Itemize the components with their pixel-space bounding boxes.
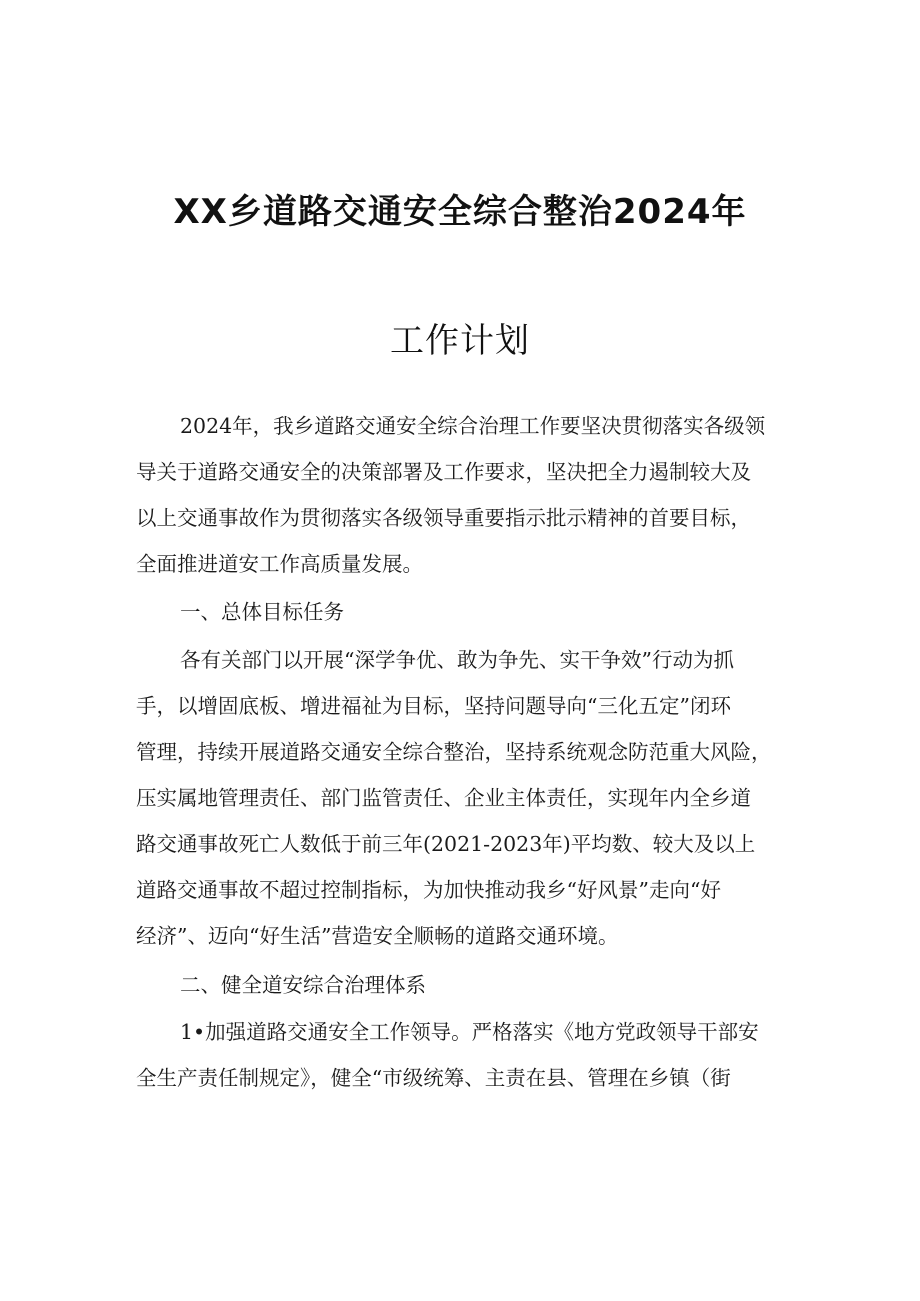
section-heading-text: 一、总体目标任务 [180, 600, 344, 624]
paragraph-line: 全面推进道安工作高质量发展。 [136, 552, 423, 576]
paragraph-line: 1•加强道路交通安全工作领导。严格落实《地方党政领导干部安 [180, 1020, 759, 1044]
paragraph-line: 各有关部门以开展“深学争优、敢为争先、实干争效”行动为抓 [180, 648, 734, 672]
paragraph-line: 道路交通事故不超过控制指标，为加快推动我乡“好风景”走向“好 [136, 878, 721, 902]
paragraph-line: 手，以增固底板、增进福祉为目标，坚持问题导向“三化五定”闭环 [136, 694, 731, 718]
paragraph-line: 全生产责任制规定》，健全“市级统筹、主责在县、管理在乡镇（街 [136, 1066, 731, 1090]
paragraph-line: 2024年，我乡道路交通安全综合治理工作要坚决贯彻落实各级领 [180, 414, 766, 438]
document-title-line-2: 工作计划 [390, 321, 530, 361]
goals-paragraph [136, 637, 790, 959]
section-heading-text: 二、健全道安综合治理体系 [180, 973, 426, 997]
paragraph-line: 路交通事故死亡人数低于前三年(2021-2023年)平均数、较大及以上 [136, 832, 756, 856]
paragraph-line: 导关于道路交通安全的决策部署及工作要求，坚决把全力遏制较大及 [136, 460, 751, 484]
paragraph-line: 压实属地管理责任、部门监管责任、企业主体责任，实现年内全乡道 [136, 786, 751, 810]
section-heading-1 [136, 589, 790, 635]
paragraph-line: 管理，持续开展道路交通安全综合整治，坚持系统观念防范重大风险， [136, 740, 772, 764]
document-title-line-1: XX乡道路交通安全综合整治2024年 [173, 192, 747, 232]
section-heading-2 [136, 962, 790, 1008]
paragraph-line: 经济”、迈向“好生活”营造安全顺畅的道路交通环境。 [136, 924, 619, 948]
leadership-paragraph [136, 1009, 790, 1101]
paragraph-line: 以上交通事故作为贯彻落实各级领导重要指示批示精神的首要目标， [136, 506, 751, 530]
intro-paragraph [136, 403, 790, 587]
